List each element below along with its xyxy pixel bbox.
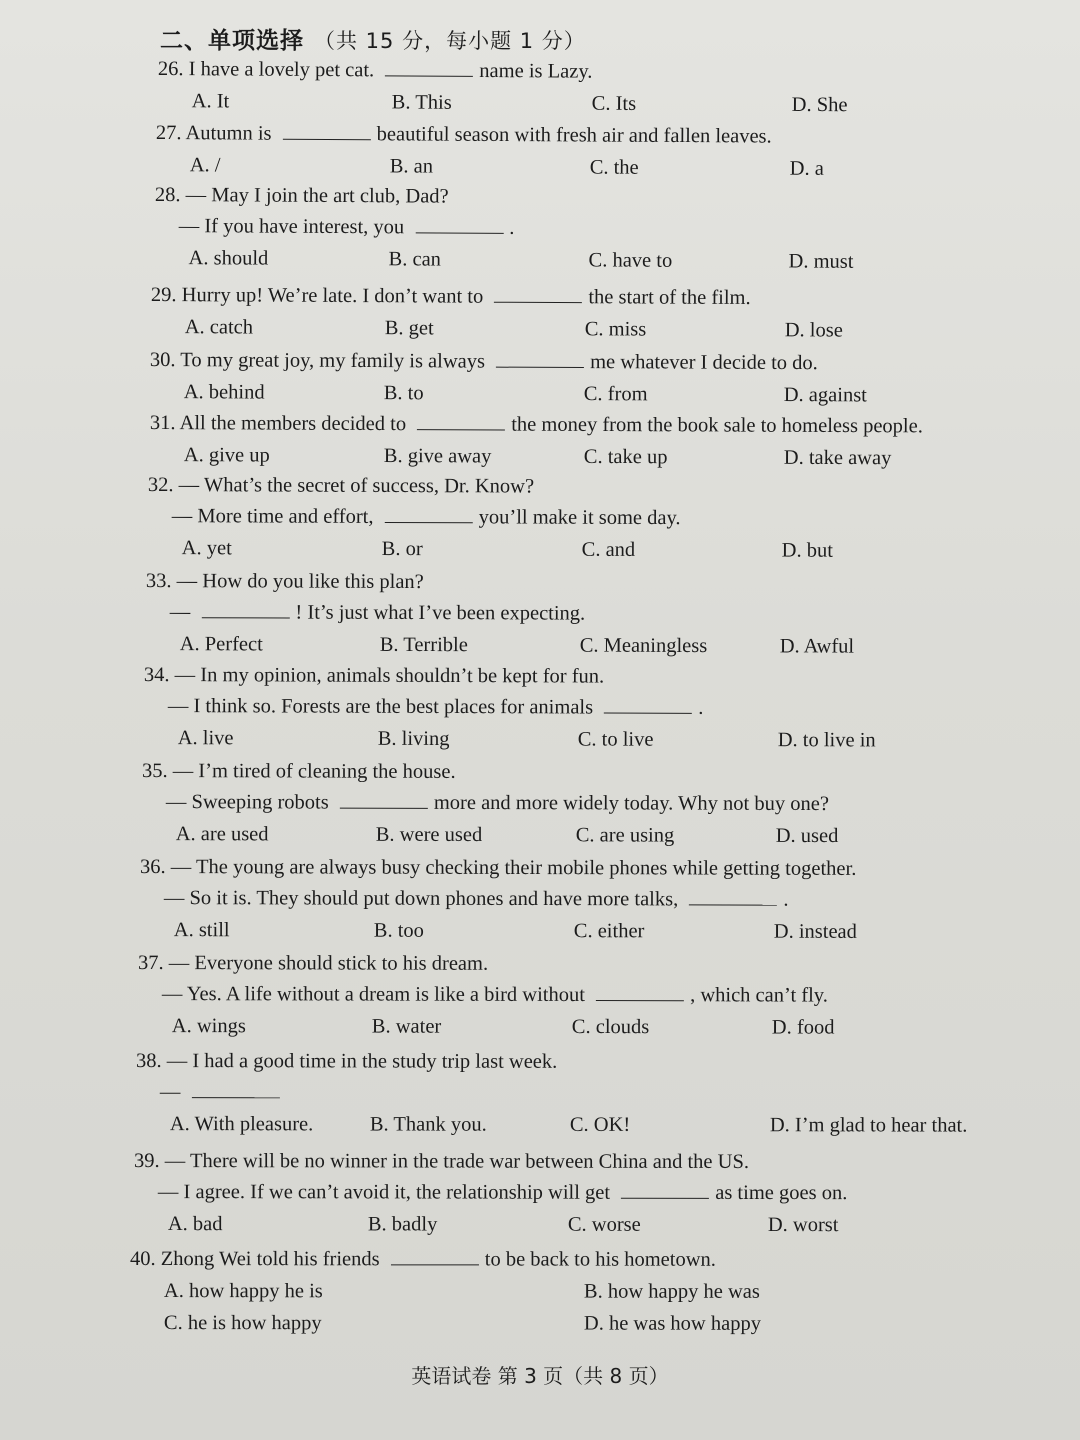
options-row bbox=[154, 242, 988, 279]
stem-text: name is Lazy. bbox=[479, 59, 593, 83]
answer-blank[interactable] bbox=[494, 284, 582, 303]
options-row bbox=[151, 311, 985, 347]
stem-text: me whatever I decide to do. bbox=[590, 351, 818, 375]
question-31 bbox=[150, 408, 984, 475]
section-title bbox=[160, 22, 586, 55]
answer-option[interactable]: B. give away bbox=[383, 445, 492, 468]
answer-option[interactable]: C. to live bbox=[577, 728, 654, 751]
answer-option[interactable]: C. Its bbox=[591, 92, 637, 115]
answer-option[interactable]: A. bad bbox=[167, 1213, 223, 1236]
stem-text: Zhong Wei told his friends bbox=[160, 1248, 385, 1271]
answer-option[interactable]: D. food bbox=[771, 1016, 835, 1039]
answer-option[interactable]: D. worst bbox=[767, 1213, 839, 1237]
question-stem-line bbox=[140, 883, 974, 916]
options-row bbox=[148, 532, 982, 567]
question-27 bbox=[156, 118, 990, 186]
stem-text: the money from the book sale to homeless people. bbox=[511, 413, 923, 438]
question-stem-line bbox=[146, 566, 980, 600]
question-number: 32. bbox=[147, 473, 179, 497]
question-32 bbox=[148, 470, 982, 567]
answer-option[interactable]: A. should bbox=[188, 247, 269, 270]
question-stem-line bbox=[140, 852, 974, 885]
stem-text: ! It’s just what I’ve been expecting. bbox=[295, 601, 586, 625]
answer-option[interactable]: D. against bbox=[783, 383, 867, 407]
question-stem-line bbox=[142, 756, 976, 789]
answer-option[interactable]: A. catch bbox=[184, 316, 254, 339]
question-stem-line bbox=[150, 408, 984, 443]
answer-option[interactable]: C. worse bbox=[567, 1213, 641, 1236]
answer-option[interactable]: A. how happy he is bbox=[163, 1280, 323, 1303]
question-stem-line bbox=[134, 1146, 968, 1178]
answer-option[interactable]: A. yet bbox=[181, 537, 232, 560]
question-number: 26. bbox=[157, 57, 189, 81]
answer-option[interactable]: B. how happy he was bbox=[583, 1280, 760, 1303]
answer-option[interactable]: C. are using bbox=[575, 824, 675, 847]
question-stem-line bbox=[158, 54, 992, 90]
answer-blank[interactable] bbox=[689, 886, 777, 905]
answer-option[interactable]: D. a bbox=[789, 157, 824, 180]
answer-option[interactable]: B. an bbox=[389, 155, 434, 178]
options-row bbox=[130, 1307, 1004, 1340]
answer-blank[interactable] bbox=[192, 1079, 280, 1098]
question-stem-line bbox=[155, 211, 989, 247]
answer-option[interactable]: C. from bbox=[583, 383, 648, 406]
options-row bbox=[140, 914, 974, 948]
answer-option[interactable]: A. give up bbox=[183, 444, 270, 467]
answer-option[interactable]: D. I’m glad to hear that. bbox=[769, 1114, 968, 1137]
question-33 bbox=[146, 566, 980, 663]
question-number: 39. bbox=[133, 1150, 165, 1173]
answer-option[interactable]: B. living bbox=[377, 727, 450, 751]
stem-text: I have a lovely pet cat. bbox=[188, 58, 380, 82]
question-stem-line bbox=[148, 501, 982, 535]
answer-blank[interactable] bbox=[283, 121, 371, 141]
question-number: 37. bbox=[137, 952, 169, 975]
options-row bbox=[150, 439, 984, 475]
question-stem-line bbox=[144, 691, 978, 725]
stem-text: Autumn is bbox=[185, 122, 277, 145]
question-stem-line bbox=[136, 1046, 970, 1079]
answer-option[interactable]: A. behind bbox=[183, 381, 265, 404]
question-stem-line bbox=[148, 470, 982, 504]
stem-text: — bbox=[159, 1081, 186, 1104]
answer-option[interactable]: B. or bbox=[381, 537, 423, 561]
answer-option[interactable]: B. to bbox=[383, 382, 424, 405]
question-28 bbox=[154, 180, 988, 279]
question-number: 35. bbox=[141, 760, 173, 783]
question-39 bbox=[134, 1146, 968, 1241]
stem-text: — If you have interest, you bbox=[178, 215, 410, 239]
answer-option[interactable]: A. It bbox=[191, 90, 230, 113]
stem-text: — How do you like this plan? bbox=[176, 570, 424, 594]
options-row bbox=[136, 1108, 970, 1142]
answer-option[interactable]: B. Thank you. bbox=[369, 1113, 487, 1136]
answer-option[interactable]: B. This bbox=[391, 91, 452, 114]
options-row bbox=[134, 1208, 968, 1241]
question-number: 34. bbox=[143, 664, 175, 687]
answer-option[interactable]: D. take away bbox=[783, 446, 892, 470]
answer-option[interactable]: A. Perfect bbox=[179, 633, 263, 656]
stem-text: Hurry up! We’re late. I don’t want to bbox=[181, 284, 489, 308]
question-stem-line bbox=[130, 1244, 1004, 1276]
stem-text: — May I join the art club, Dad? bbox=[185, 184, 449, 208]
question-stem-line bbox=[150, 345, 984, 380]
question-stem-line bbox=[138, 979, 972, 1012]
question-40 bbox=[130, 1244, 1004, 1340]
question-number: 38. bbox=[135, 1050, 167, 1073]
answer-option[interactable]: B. badly bbox=[367, 1213, 438, 1236]
stem-text: . bbox=[509, 216, 515, 239]
answer-blank[interactable] bbox=[391, 1246, 479, 1265]
stem-text: more and more widely today. Why not buy one? bbox=[433, 791, 829, 816]
stem-text: . bbox=[783, 888, 789, 911]
answer-blank[interactable] bbox=[385, 57, 473, 77]
question-number: 33. bbox=[145, 570, 177, 593]
answer-blank[interactable] bbox=[621, 1180, 709, 1199]
stem-text: . bbox=[698, 696, 704, 719]
answer-blank[interactable] bbox=[596, 982, 684, 1001]
answer-option[interactable]: C. the bbox=[589, 156, 639, 179]
answer-option[interactable]: A. wings bbox=[171, 1015, 246, 1038]
question-26 bbox=[158, 54, 992, 122]
question-number: 27. bbox=[155, 121, 186, 145]
options-row bbox=[142, 818, 976, 852]
question-stem-line bbox=[155, 180, 989, 216]
answer-option[interactable]: B. water bbox=[371, 1015, 442, 1038]
stem-text: — There will be no winner in the trade war between China and the US. bbox=[164, 1150, 750, 1173]
stem-text: All the members decided to bbox=[179, 412, 412, 436]
options-row bbox=[146, 628, 980, 663]
question-35 bbox=[142, 756, 976, 852]
stem-text: the start of the film. bbox=[588, 286, 751, 310]
options-row bbox=[138, 1010, 972, 1044]
stem-text: — In my opinion, animals shouldn’t be kept for fun. bbox=[174, 664, 605, 688]
stem-text: — I think so. Forests are the best places for animals bbox=[167, 695, 599, 719]
answer-option[interactable]: B. can bbox=[388, 248, 442, 271]
answer-blank[interactable] bbox=[496, 349, 584, 368]
question-37 bbox=[138, 948, 972, 1044]
answer-option[interactable]: D. but bbox=[781, 539, 833, 562]
answer-option[interactable]: D. used bbox=[775, 824, 839, 848]
options-row bbox=[150, 376, 984, 412]
stem-text: To my great joy, my family is always bbox=[180, 349, 491, 373]
answer-option[interactable]: C. OK! bbox=[569, 1113, 631, 1136]
stem-text: — More time and effort, bbox=[171, 505, 379, 528]
page-footer: 英语试卷 第 3 页（共 8 页） bbox=[411, 1364, 669, 1388]
answer-blank[interactable] bbox=[385, 504, 473, 523]
stem-text: — Sweeping robots bbox=[165, 791, 334, 814]
answer-option[interactable]: D. he was how happy bbox=[583, 1312, 761, 1335]
question-number: 28. bbox=[154, 183, 186, 207]
question-number: 31. bbox=[149, 411, 180, 435]
answer-option[interactable]: C. clouds bbox=[571, 1015, 650, 1039]
stem-text: — Everyone should stick to his dream. bbox=[168, 952, 489, 975]
answer-option[interactable]: A. With pleasure. bbox=[169, 1113, 314, 1136]
question-stem-line bbox=[144, 660, 978, 694]
stem-text: you’ll make it some day. bbox=[478, 506, 681, 530]
question-stem-line bbox=[146, 597, 980, 631]
question-34 bbox=[144, 660, 978, 757]
answer-option[interactable]: A. are used bbox=[175, 823, 269, 846]
section-heading: 二、单项选择 bbox=[160, 28, 304, 54]
options-row bbox=[144, 722, 978, 757]
stem-text: — I agree. If we can’t avoid it, the relationship will get bbox=[157, 1181, 616, 1204]
answer-option[interactable]: D. lose bbox=[784, 319, 843, 342]
question-number: 30. bbox=[149, 348, 181, 372]
question-38 bbox=[136, 1046, 970, 1142]
question-stem-line bbox=[136, 1077, 970, 1110]
answer-option[interactable]: D. instead bbox=[773, 920, 857, 943]
section-subtitle: （共 15 分，每小题 1 分） bbox=[314, 29, 586, 53]
stem-text: — I’m tired of cleaning the house. bbox=[172, 760, 456, 783]
answer-blank[interactable] bbox=[417, 411, 505, 430]
stem-text: as time goes on. bbox=[715, 1181, 848, 1205]
answer-option[interactable]: B. were used bbox=[375, 823, 483, 847]
answer-option[interactable]: A. live bbox=[177, 727, 234, 750]
stem-text: — So it is. They should put down phones and have more talks, bbox=[163, 887, 684, 911]
answer-option[interactable]: C. Meaningless bbox=[579, 634, 708, 658]
answer-option[interactable]: B. too bbox=[373, 919, 424, 942]
stem-text: — Yes. A life without a dream is like a bird without bbox=[161, 983, 591, 1007]
question-number: 40. bbox=[129, 1248, 161, 1271]
answer-option[interactable]: C. miss bbox=[584, 318, 647, 341]
stem-text: — bbox=[169, 601, 196, 624]
answer-blank[interactable] bbox=[604, 695, 692, 714]
answer-option[interactable]: A. still bbox=[173, 919, 230, 942]
answer-option[interactable]: C. take up bbox=[583, 445, 668, 469]
question-29 bbox=[151, 280, 985, 347]
answer-option[interactable]: B. get bbox=[384, 317, 434, 340]
question-stem-line bbox=[134, 1177, 968, 1209]
answer-option[interactable]: D. She bbox=[791, 93, 848, 117]
question-stem-line bbox=[151, 280, 985, 315]
answer-blank[interactable] bbox=[201, 599, 289, 618]
options-row bbox=[158, 85, 992, 122]
answer-option[interactable]: C. either bbox=[573, 920, 645, 943]
stem-text: beautiful season with fresh air and fallen leaves. bbox=[376, 123, 772, 148]
question-stem-line bbox=[156, 118, 990, 154]
stem-text: , which can’t fly. bbox=[690, 984, 828, 1007]
stem-text: — What’s the secret of success, Dr. Know? bbox=[178, 474, 535, 498]
question-stem-line bbox=[138, 948, 972, 981]
stem-text: — The young are always busy checking their mobile phones while getting together. bbox=[170, 856, 857, 880]
answer-option[interactable]: D. must bbox=[788, 250, 854, 273]
question-number: 29. bbox=[150, 283, 182, 307]
question-30 bbox=[150, 345, 984, 412]
question-number: 36. bbox=[139, 856, 171, 879]
answer-option[interactable]: C. he is how happy bbox=[163, 1312, 322, 1335]
options-row bbox=[130, 1275, 1004, 1308]
stem-text: to be back to his hometown. bbox=[484, 1248, 716, 1271]
question-stem-line bbox=[142, 787, 976, 820]
answer-option[interactable]: B. Terrible bbox=[379, 633, 468, 657]
answer-option[interactable]: D. Awful bbox=[779, 635, 855, 658]
answer-option[interactable]: C. and bbox=[581, 538, 636, 561]
answer-blank[interactable] bbox=[340, 790, 428, 809]
answer-blank[interactable] bbox=[415, 214, 503, 233]
stem-text: — I had a good time in the study trip last week. bbox=[166, 1050, 558, 1073]
answer-option[interactable]: A. / bbox=[189, 154, 221, 177]
answer-option[interactable]: C. have to bbox=[588, 249, 673, 272]
question-36 bbox=[140, 852, 974, 948]
answer-option[interactable]: D. to live in bbox=[777, 729, 876, 752]
